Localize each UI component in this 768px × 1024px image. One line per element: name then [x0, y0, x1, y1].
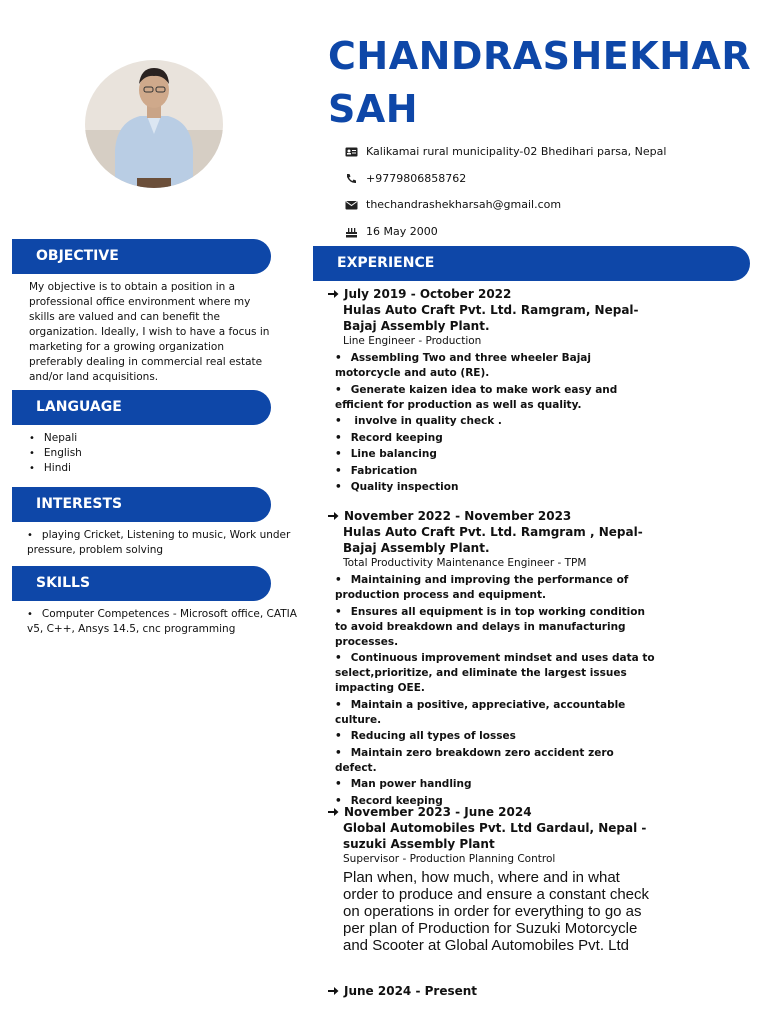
duty-item: • Fabrication: [335, 464, 657, 479]
job-period: November 2023 - June 2024: [327, 804, 657, 820]
envelope-icon: [345, 199, 358, 211]
language-item: • Hindi: [29, 461, 279, 476]
duty-item: • Record keeping: [335, 794, 657, 809]
job-description: Plan when, how much, where and in what order to produce and ensure a constant check on operations in order for everything to go as per plan of Production for Suzuki Motorcycle and Scooter at Global Automobiles Pvt. Ltd: [343, 869, 650, 954]
name-line-1: CHANDRASHEKHAR: [328, 34, 752, 78]
phone-icon: [345, 173, 358, 185]
job-entry: [327, 983, 657, 999]
duty-list: [327, 573, 657, 809]
objective-heading: OBJECTIVE: [12, 239, 271, 274]
objective-text: My objective is to obtain a position in a professional office environment where my skills are valued and can benefit the organization. Ideally, I wish to have a focus in marketing for a growing organization preferably dealing in commercial real estate and/or land acquisitions.: [29, 281, 270, 383]
job-role: Line Engineer - Production: [343, 335, 482, 347]
candidate-name: [328, 30, 751, 136]
duty-list: [327, 351, 657, 495]
contact-dob: [345, 225, 438, 238]
interests-text: • playing Cricket, Listening to music, Work under pressure, problem solving: [27, 528, 292, 558]
job-period: July 2019 - October 2022: [327, 286, 657, 302]
experience-heading: EXPERIENCE: [313, 246, 750, 281]
job-role: Total Productivity Maintenance Engineer - TPM: [343, 557, 587, 569]
duty-item: • Continuous improvement mindset and uses data to select,prioritize, and eliminate the largest issues impacting OEE.: [335, 651, 657, 696]
language-list: [29, 431, 279, 476]
duty-item: • Reducing all types of losses: [335, 729, 657, 744]
name-line-2: SAH: [328, 87, 419, 131]
arrow-right-icon: [327, 510, 339, 522]
skills-heading: SKILLS: [12, 566, 271, 601]
profile-photo: [85, 60, 223, 188]
language-item: • English: [29, 446, 279, 461]
contact-phone: [345, 172, 466, 185]
duty-item: • Ensures all equipment is in top working condition to avoid breakdown and delays in manufacturing processes.: [335, 605, 657, 650]
duty-item: • Maintain zero breakdown zero accident zero defect.: [335, 746, 657, 776]
job-entry: [327, 286, 657, 497]
dob-text: 16 May 2000: [366, 225, 438, 238]
id-card-icon: [345, 146, 358, 158]
arrow-right-icon: [327, 806, 339, 818]
language-heading: LANGUAGE: [12, 390, 271, 425]
job-role: Supervisor - Production Planning Control: [343, 853, 556, 865]
contact-address: [345, 145, 666, 158]
duty-item: • involve in quality check .: [335, 414, 657, 429]
phone-text: +9779806858762: [366, 172, 467, 185]
job-company: Hulas Auto Craft Pvt. Ltd. Ramgram, Nepal- Bajaj Assembly Plant.: [343, 303, 639, 333]
arrow-right-icon: [327, 985, 339, 997]
duty-item: • Maintaining and improving the performance of production process and equipment.: [335, 573, 657, 603]
duty-item: • Quality inspection: [335, 480, 657, 495]
duty-item: • Line balancing: [335, 447, 657, 462]
duty-item: • Generate kaizen idea to make work easy and efficient for production as well as quality.: [335, 383, 657, 413]
cake-icon: [345, 226, 358, 238]
job-period: November 2022 - November 2023: [327, 508, 657, 524]
interests-heading: INTERESTS: [12, 487, 271, 522]
job-entry: [327, 804, 657, 954]
duty-item: • Man power handling: [335, 777, 657, 792]
arrow-right-icon: [327, 288, 339, 300]
email-text: thechandrashekharsah@gmail.com: [366, 198, 562, 211]
duty-item: • Assembling Two and three wheeler Bajaj motorcycle and auto (RE).: [335, 351, 657, 381]
job-period: June 2024 - Present: [327, 983, 657, 999]
skills-text: • Computer Competences - Microsoft office, CATIA v5, C++, Ansys 14.5, cnc programming: [27, 607, 297, 637]
job-company: Hulas Auto Craft Pvt. Ltd. Ramgram , Nepal- Bajaj Assembly Plant.: [343, 525, 643, 555]
contact-email: [345, 198, 561, 211]
duty-item: • Record keeping: [335, 431, 657, 446]
language-item: • Nepali: [29, 431, 279, 446]
job-company: Global Automobiles Pvt. Ltd Gardaul, Nepal - suzuki Assembly Plant: [343, 821, 647, 851]
address-text: Kalikamai rural municipality-02 Bhedihari parsa, Nepal: [366, 145, 667, 158]
duty-item: • Maintain a positive, appreciative, accountable culture.: [335, 698, 657, 728]
job-entry: [327, 508, 657, 810]
